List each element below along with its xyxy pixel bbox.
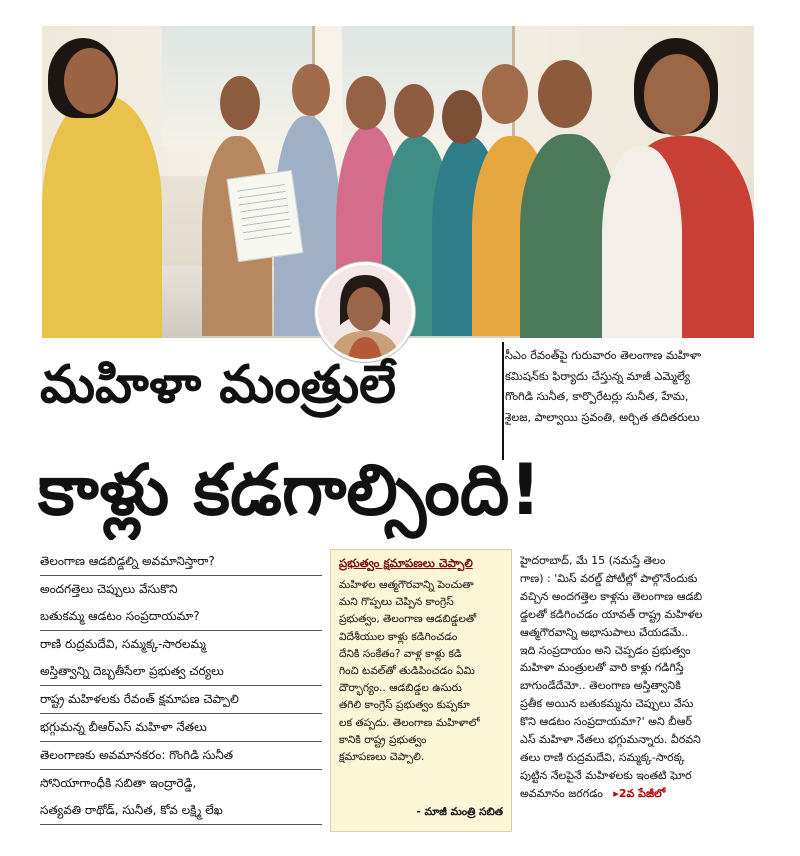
article-line: డ్డలతో కడిగించడం యావత్ రాష్ట్ర మహిళల bbox=[520, 607, 703, 621]
person-figure bbox=[602, 146, 682, 338]
highlight-line: భగ్గుమన్న బీఆర్‌ఎస్ మహిళా నేతలు bbox=[40, 714, 322, 742]
person-head bbox=[442, 90, 482, 144]
continued-on-page-link[interactable]: 2వ పేజీలో bbox=[618, 786, 666, 800]
person-head bbox=[482, 64, 528, 124]
highlight-line: అస్తిత్వాన్ని దెబ్బతీసేలా ప్రభుత్వ చర్యలు bbox=[40, 658, 322, 686]
article-line: ప్రతీక అయిన బతుకమ్మను చెప్పులు వేసు bbox=[520, 697, 694, 711]
article-line: గాణ) : 'మిస్ వరల్డ్ పోటీల్లో పాల్గొనేందుకు bbox=[520, 571, 698, 585]
article-line: ఇది సంప్రదాయం అని చెప్పడం ప్రభుత్వం bbox=[520, 643, 691, 657]
highlight-line: రాష్ట్ర మహిళలకు రేవంత్ క్షమాపణ చెప్పాలి bbox=[40, 686, 322, 714]
quote-line: కానికి రాష్ట్ర ప్రభుత్వం bbox=[339, 733, 427, 746]
quote-line: గించి టవల్‌తో తుడిపించడం ఏమి bbox=[339, 665, 475, 678]
headline-line-1: మహిళా మంత్రులే bbox=[40, 355, 396, 415]
highlight-line: అందగత్తెలు చెప్పులు వేసుకొని bbox=[40, 582, 178, 596]
quote-line: లక తప్పదు. తెలంగాణ మహిళాలో bbox=[339, 716, 480, 729]
quote-signature: - మాజీ మంత్రి సబిత bbox=[416, 806, 503, 818]
quote-box-body bbox=[339, 577, 505, 766]
article-line: వచ్చిన అందగత్తెల కాళ్లను తెలంగాణ ఆడబి bbox=[520, 589, 703, 603]
article-body bbox=[520, 552, 760, 803]
highlight-line: రాణి రుద్రమదేవి, సమ్మక్క-సారలమ్మ bbox=[40, 637, 206, 651]
article-line: ఆత్మగౌరవాన్ని అభాసుపాలు చేయడమే.. bbox=[520, 625, 689, 639]
person-head bbox=[64, 48, 116, 114]
article-line: హైదరాబాద్, మే 15 (నమస్తే తెలం bbox=[520, 554, 666, 567]
complaint-document bbox=[226, 170, 303, 262]
person-head bbox=[644, 54, 710, 136]
article-line: అవమానం జరగడం bbox=[520, 786, 603, 800]
article-last-line bbox=[520, 785, 760, 803]
quote-line: క్షమాపణలు చెప్పాలి. bbox=[339, 751, 425, 764]
highlight-line: బతుకమ్మ ఆడటం సంప్రదాయమా? bbox=[40, 603, 322, 631]
highlight-line: సోనియాగాంధీకి సబితా ఇంద్రారెడ్డి, bbox=[40, 776, 197, 790]
highlight-line: తెలంగాణ ఆడబిడ్డల్ని అవమానిస్తారా? bbox=[40, 548, 322, 576]
photo-caption bbox=[505, 346, 755, 428]
person-head bbox=[220, 76, 260, 130]
article-line: కొని ఆడటం సంప్రదాయమా?' అని బీఆర్ bbox=[520, 715, 692, 729]
quote-line: తగిలి కాంగ్రెస్ ప్రభుత్వం కుప్పకూ bbox=[339, 699, 470, 712]
caption-line: శైలజ, పాల్వాయి స్రవంతి, అర్చిత తదితరులు bbox=[505, 410, 700, 424]
quote-line: ప్రభుత్వం, తెలంగాణ ఆడబిడ్డలతో bbox=[339, 613, 477, 626]
person-head bbox=[394, 84, 434, 138]
continued-arrow-icon: ▸ bbox=[613, 786, 619, 800]
headline-line-2: కాళ్లు కడగాల్సింది! bbox=[38, 449, 542, 531]
quote-line: మహిళల ఆత్మగౌరవాన్ని పెంచుతా bbox=[339, 579, 474, 591]
person-head bbox=[346, 76, 386, 130]
highlight-line: తెలంగాణకు అవమానకరం: గొంగిడి సునీత bbox=[40, 742, 322, 770]
quote-line: విదేశీయుల కాళ్లు కడిగించడం bbox=[339, 630, 458, 643]
person-head bbox=[538, 60, 592, 128]
person-head bbox=[292, 64, 330, 116]
quote-line: మని గొప్పలు చెప్పిన కాంగ్రెస్ bbox=[339, 596, 454, 609]
quote-line: దేనికి సంకేతం? వాళ్ల కాళ్లు కడి bbox=[339, 647, 462, 660]
article-line: మహిళా మంత్రులతో వారి కాళ్లు గడిగిస్తే bbox=[520, 661, 684, 675]
article-line: బాగుండేదేమో.. తెలంగాణ అస్తిత్వానికి bbox=[520, 679, 681, 693]
article-line: పుట్టిన నేలపైనే మహిళలకు ఇంతటి ఘోర bbox=[520, 768, 692, 782]
quote-line: దౌర్భాగ్యం.. ఆడబిడ్డల ఉసురు bbox=[339, 682, 462, 695]
article-line: తలు రాణి రుద్రమదేవి, సమ్మక్క-సారక్క bbox=[520, 750, 685, 764]
highlights-column bbox=[40, 548, 322, 825]
caption-line: కమిషన్‌కు ఫిర్యాదు చేస్తున్న మాజీ ఎమ్మెల్యే bbox=[505, 369, 691, 383]
quote-box bbox=[330, 549, 512, 832]
article-line: ఎస్ మహిళా నేతలు భగ్గుమన్నారు. వీరవని bbox=[520, 733, 701, 747]
caption-line: గొంగిడి సునీత, కార్పొరేటర్లు సునీత, హేమ, bbox=[505, 390, 689, 403]
highlight-line: సత్యవతి రాథోడ్, సునీత, కోవ లక్ష్మి లేఖ bbox=[40, 797, 322, 825]
caption-line: సీఎం రేవంత్‌పై గురువారం తెలంగాణ మహిళా bbox=[505, 349, 701, 362]
person-figure bbox=[42, 96, 162, 338]
quote-box-heading: ప్రభుత్వం క్షమాపణలు చెప్పాలి bbox=[339, 556, 473, 570]
